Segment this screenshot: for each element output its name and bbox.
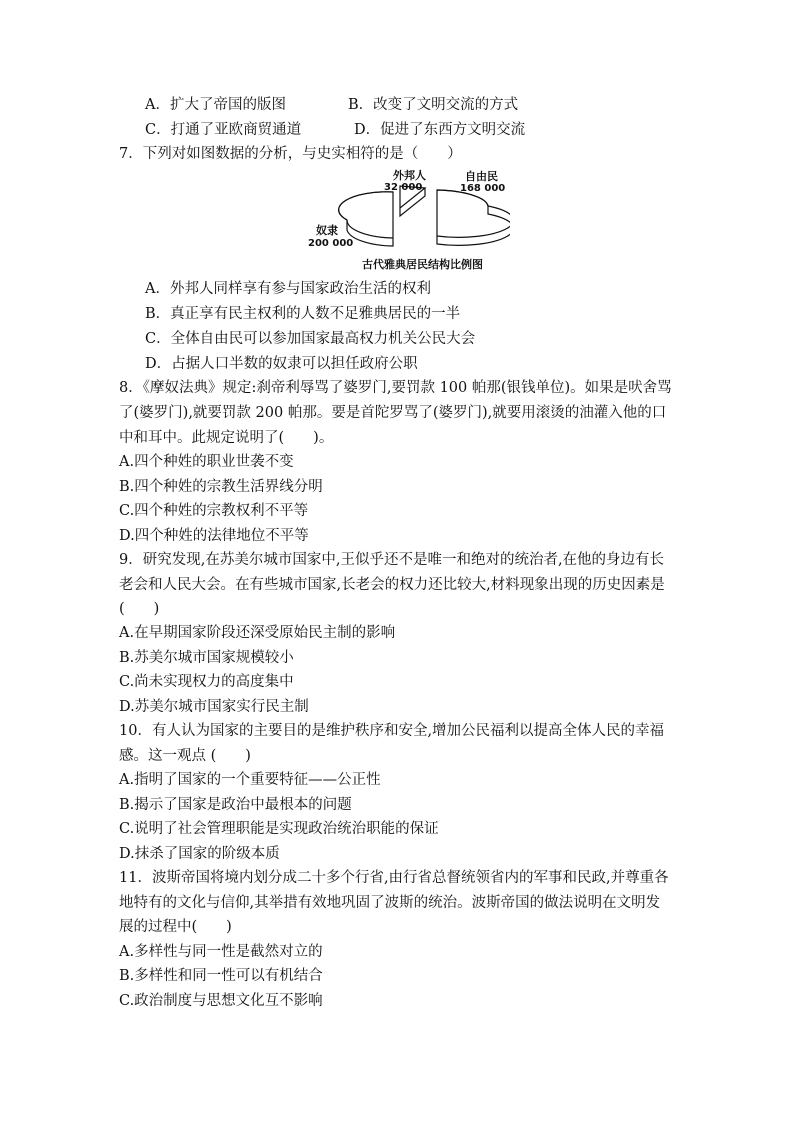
q10-option-b: B.揭示了国家是政治中最根本的问题 xyxy=(119,797,352,813)
q11-stem-line-1: 11．波斯帝国将境内划分成二十多个行省,由行省总督统领省内的军事和民政,并尊重各 xyxy=(119,870,669,886)
q6-option-d: D．促进了东西方文明交流 xyxy=(354,122,526,138)
q9-option-a: A.在早期国家阶段还深受原始民主制的影响 xyxy=(119,625,396,641)
q8-option-c: C.四个种姓的宗教权利不平等 xyxy=(119,503,309,519)
q8-option-d: D.四个种姓的法律地位不平等 xyxy=(119,528,309,544)
q11-option-a: A.多样性与同一性是截然对立的 xyxy=(119,944,323,960)
q8-stem-line-1: 8．《摩奴法典》规定:刹帝利辱骂了婆罗门,要罚款 100 帕那(银钱单位)。如果是吠舍骂 xyxy=(119,380,672,396)
q8-option-b: B.四个种姓的宗教生活界线分明 xyxy=(119,479,323,495)
q7-stem: 7．下列对如图数据的分析，与史实相符的是（ ） xyxy=(119,146,462,162)
pie-value-free: 168 000 xyxy=(460,183,506,194)
population-pie-chart xyxy=(300,168,510,276)
pie-caption: 古代雅典居民结构比例图 xyxy=(362,258,483,271)
q8-stem-line-3: 中和耳中。此规定说明了( )。 xyxy=(119,430,334,446)
q9-option-c: C.尚未实现权力的高度集中 xyxy=(119,674,294,690)
pie-label-slave: 奴隶 xyxy=(316,224,338,237)
q6-option-a: A．扩大了帝国的版图 xyxy=(145,97,286,113)
q10-option-d: D.抹杀了国家的阶级本质 xyxy=(119,846,280,862)
q10-stem-line-2: 感。这一观点 ( ) xyxy=(119,748,251,764)
pie-label-foreign: 外邦人 xyxy=(393,169,426,182)
q10-option-a: A.指明了国家的一个重要特征——公正性 xyxy=(119,772,381,788)
q7-option-b: B．真正享有民主权利的人数不足雅典居民的一半 xyxy=(145,306,461,322)
q10-option-c: C.说明了社会管理职能是实现政治统治职能的保证 xyxy=(119,821,439,837)
q11-stem-line-2: 地特有的文化与信仰,其举措有效地巩固了波斯的统治。波斯帝国的做法说明在文明发 xyxy=(119,895,661,911)
q9-option-d: D.苏美尔城市国家实行民主制 xyxy=(119,699,309,715)
q11-stem-line-3: 展的过程中( ) xyxy=(119,919,232,935)
q6-option-b: B．改变了文明交流的方式 xyxy=(348,97,519,113)
pie-label-free: 自由民 xyxy=(465,170,498,183)
q9-stem-line-2: 老会和人民大会。在有些城市国家,长老会的权力还比较大,材料现象出现的历史因素是 xyxy=(119,577,665,593)
q9-option-b: B.苏美尔城市国家规模较小 xyxy=(119,650,294,666)
pie-value-slave: 200 000 xyxy=(308,238,354,249)
q6-option-c: C．打通了亚欧商贸通道 xyxy=(145,122,302,138)
q7-option-c: C．全体自由民可以参加国家最高权力机关公民大会 xyxy=(145,331,476,347)
q9-stem-line-3: ( ) xyxy=(119,601,160,617)
q10-stem-line-1: 10．有人认为国家的主要目的是维护秩序和安全,增加公民福利以提高全体人民的幸福 xyxy=(119,723,665,739)
q9-stem-line-1: 9．研究发现,在苏美尔城市国家中,王似乎还不是唯一和绝对的统治者,在他的身边有长 xyxy=(119,552,665,568)
q7-option-a: A．外邦人同样享有参与国家政治生活的权利 xyxy=(145,281,431,297)
q11-option-c: C.政治制度与思想文化互不影响 xyxy=(119,993,323,1009)
pie-value-foreign: 32 000 xyxy=(384,182,423,193)
q11-option-b: B.多样性和同一性可以有机结合 xyxy=(119,968,323,984)
q7-option-d: D．占据人口半数的奴隶可以担任政府公职 xyxy=(145,356,418,372)
q8-option-a: A.四个种姓的职业世袭不变 xyxy=(119,454,294,470)
q8-stem-line-2: 了(婆罗门),就要罚款 200 帕那。要是首陀罗骂了(婆罗门),就要用滚烫的油灌入他的口 xyxy=(119,405,667,421)
